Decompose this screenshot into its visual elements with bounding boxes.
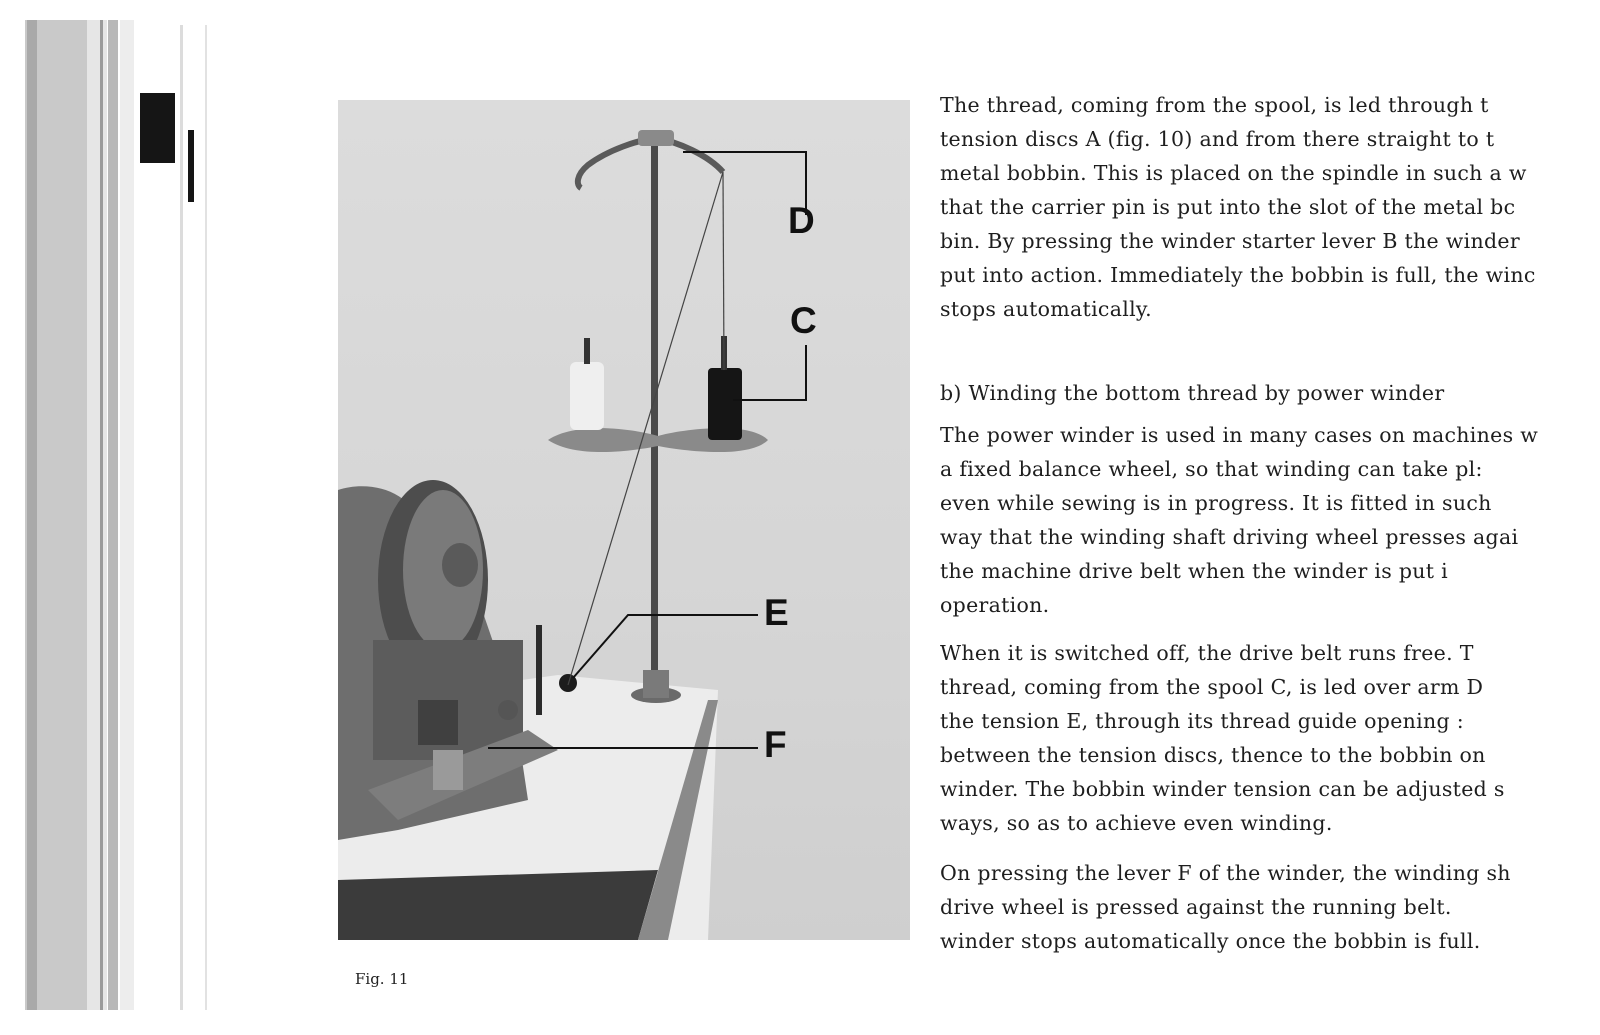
- text-line: The thread, coming from the spool, is led through t: [940, 93, 1489, 117]
- text-line: even while sewing is in progress. It is fitted in such: [940, 491, 1492, 515]
- callout-label-d: D: [788, 200, 815, 241]
- text-line: winder. The bobbin winder tension can be adjusted s: [940, 777, 1505, 801]
- text-line: operation.: [940, 593, 1050, 617]
- text-line: thread, coming from the spool C, is led over arm D: [940, 675, 1484, 699]
- callout-label-f: F: [764, 724, 787, 765]
- paragraph-spool-thread: [940, 88, 1600, 326]
- text-line: tension discs A (fig. 10) and from there straight to t: [940, 127, 1495, 151]
- text-line: When it is switched off, the drive belt runs free. T: [940, 641, 1474, 665]
- text-line: a fixed balance wheel, so that winding can take pl:: [940, 457, 1483, 481]
- text-line: put into action. Immediately the bobbin is full, the winc: [940, 263, 1536, 287]
- callout-label-e: E: [764, 592, 789, 633]
- text-line: metal bobbin. This is placed on the spindle in such a w: [940, 161, 1527, 185]
- figure-caption: Fig. 11: [355, 970, 409, 988]
- text-line: way that the winding shaft driving wheel presses agai: [940, 525, 1519, 549]
- text-line: The power winder is used in many cases on machines w: [940, 423, 1539, 447]
- text-line: that the carrier pin is put into the slot of the metal bc: [940, 195, 1516, 219]
- paragraph-lever-f: [940, 856, 1600, 958]
- text-line: stops automatically.: [940, 297, 1152, 321]
- text-line: drive wheel is pressed against the running belt.: [940, 895, 1452, 919]
- sewing-machine-illustration: [338, 100, 910, 940]
- paragraph-power-winder: [940, 418, 1600, 622]
- text-line: the tension E, through its thread guide opening :: [940, 709, 1464, 733]
- text-line: between the tension discs, thence to the bobbin on: [940, 743, 1486, 767]
- text-column: [940, 88, 1600, 988]
- text-line: winder stops automatically once the bobbin is full.: [940, 929, 1481, 953]
- figure-photo: [338, 100, 910, 940]
- text-line: On pressing the lever F of the winder, the winding sh: [940, 861, 1511, 885]
- callout-label-c: C: [790, 300, 817, 341]
- text-line: bin. By pressing the winder starter lever B the winder: [940, 229, 1520, 253]
- paragraph-switched-off: [940, 636, 1600, 840]
- text-line: the machine drive belt when the winder is put i: [940, 559, 1449, 583]
- section-heading: b) Winding the bottom thread by power winder: [940, 381, 1445, 405]
- book-page-edge: [0, 0, 210, 1035]
- text-line: ways, so as to achieve even winding.: [940, 811, 1333, 835]
